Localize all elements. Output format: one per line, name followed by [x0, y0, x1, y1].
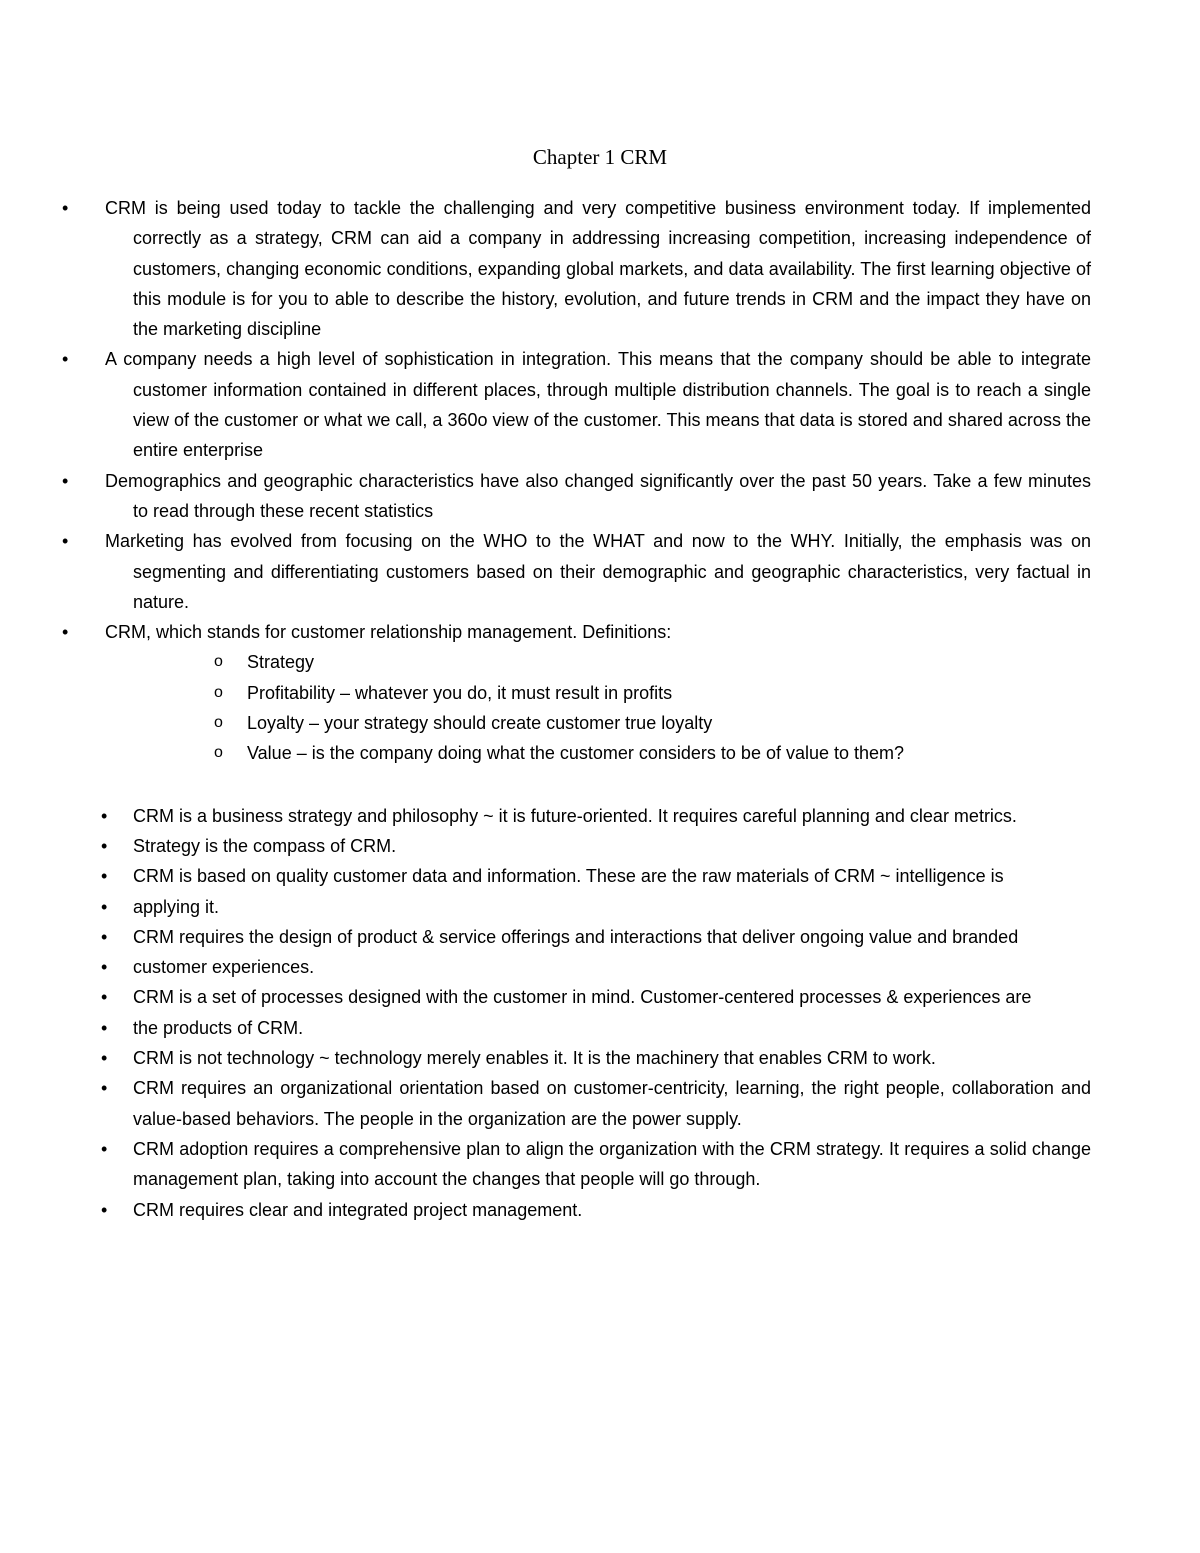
list-item — [101, 982, 1091, 1012]
bullet-icon: • — [101, 805, 108, 826]
list-item-text: CRM is a set of processes designed with the customer in mind. Customer-centered processes & experiences are — [133, 987, 1032, 1008]
bullet-icon: • — [101, 1017, 108, 1038]
definition-text: Strategy — [247, 652, 315, 673]
list-item-text: CRM is not technology ~ technology merely enables it. It is the machinery that enables CRM to work. — [133, 1048, 936, 1069]
bullet-icon: • — [101, 1048, 108, 1069]
list-item — [62, 466, 1091, 527]
list-item-text: the products of CRM. — [133, 1017, 304, 1038]
list-item — [101, 922, 1091, 952]
definition-item — [214, 708, 1087, 738]
list-item — [101, 861, 1091, 891]
bullet-icon: • — [101, 896, 108, 917]
bullet-icon: • — [101, 987, 108, 1008]
bullet-icon: • — [101, 866, 108, 887]
list-item-text: CRM requires an organizational orientation based on customer-centricity, learning, the right people, collaboration and value-based behaviors. The people in the organization are the power supply. — [133, 1078, 1091, 1129]
list-item-text: CRM, which stands for customer relationship management. Definitions: — [105, 622, 672, 643]
list-item — [101, 1134, 1091, 1195]
list-item-text: CRM requires clear and integrated project management. — [133, 1199, 583, 1220]
definition-text: Value – is the company doing what the customer considers to be of value to them? — [247, 743, 905, 764]
sub-bullet-icon: o — [214, 683, 223, 701]
list-item — [62, 526, 1091, 617]
bullet-icon: • — [101, 835, 108, 856]
page-title: Chapter 1 CRM — [532, 145, 668, 169]
list-item-text: CRM is being used today to tackle the challenging and very competitive business environment today. If implemented correctly as a strategy, CRM can aid a company in addressing increasing competition, increasing independence of customers, changing economic conditions, expanding global markets, and data availability. The first learning objective of this module is for you to able to describe the history, evolution, and future trends in CRM and the impact they have on the marketing discipline — [105, 198, 1091, 340]
list-item — [101, 1043, 1091, 1073]
list-item-text: A company needs a high level of sophistication in integration. This means that the company should be able to integrate customer information contained in different places, through multiple distribution channels. The goal is to reach a single view of the customer or what we call, a 360o view of the customer. This means that data is stored and shared across the entire enterprise — [105, 349, 1091, 461]
sub-bullet-icon: o — [214, 653, 223, 671]
list-item — [101, 1195, 1091, 1225]
list-item-text: CRM adoption requires a comprehensive plan to align the organization with the CRM strategy. It requires a solid change management plan, taking into account the changes that people will go through. — [133, 1138, 1091, 1190]
list-item-text: Marketing has evolved from focusing on the WHO to the WHAT and now to the WHY. Initially, the emphasis was on segmenting and differentiating customers based on their demographic and geographic characteristics, very factual in nature. — [105, 531, 1091, 612]
bullet-icon: • — [62, 531, 69, 552]
list-item — [101, 892, 1091, 922]
list-item-text: CRM is a business strategy and philosophy ~ it is future-oriented. It requires careful planning and clear metrics. — [133, 805, 1017, 826]
list-item-text: CRM requires the design of product & service offerings and interactions that deliver ongoing value and branded — [133, 926, 1019, 947]
sub-bullet-icon: o — [214, 744, 223, 762]
bullet-icon: • — [62, 470, 69, 491]
list-item — [101, 831, 1091, 861]
list-item-text: applying it. — [133, 896, 220, 917]
list-item — [62, 193, 1091, 344]
list-item — [101, 1073, 1091, 1134]
definition-item — [214, 678, 1087, 708]
bullet-icon: • — [62, 198, 69, 218]
list-item-text: Strategy is the compass of CRM. — [133, 835, 397, 856]
bullet-icon: • — [101, 957, 108, 978]
list-item — [101, 801, 1091, 831]
definition-text: Profitability – whatever you do, it must result in profits — [247, 682, 673, 703]
bullet-icon: • — [101, 926, 108, 947]
list-item — [62, 344, 1091, 465]
bullet-list — [0, 193, 1200, 1225]
sub-bullet-icon: o — [214, 714, 223, 732]
list-item-text: customer experiences. — [133, 957, 315, 978]
spacer — [0, 769, 1200, 801]
bullet-icon: • — [101, 1199, 108, 1220]
definition-item — [214, 738, 1087, 768]
bullet-icon: • — [62, 349, 69, 370]
list-item — [62, 617, 1091, 647]
bullet-icon: • — [62, 622, 69, 643]
definition-item — [214, 647, 1087, 677]
list-item — [101, 1013, 1091, 1043]
list-item — [101, 952, 1091, 982]
definition-text: Loyalty – your strategy should create customer true loyalty — [247, 713, 713, 734]
list-item-text: Demographics and geographic characteristics have also changed significantly over the past 50 years. Take a few minutes to read through these recent statistics — [105, 470, 1091, 521]
bullet-icon: • — [101, 1078, 108, 1099]
list-item-text: CRM is based on quality customer data and information. These are the raw materials of CRM ~ intelligence is — [133, 866, 1004, 887]
bullet-icon: • — [101, 1138, 108, 1159]
